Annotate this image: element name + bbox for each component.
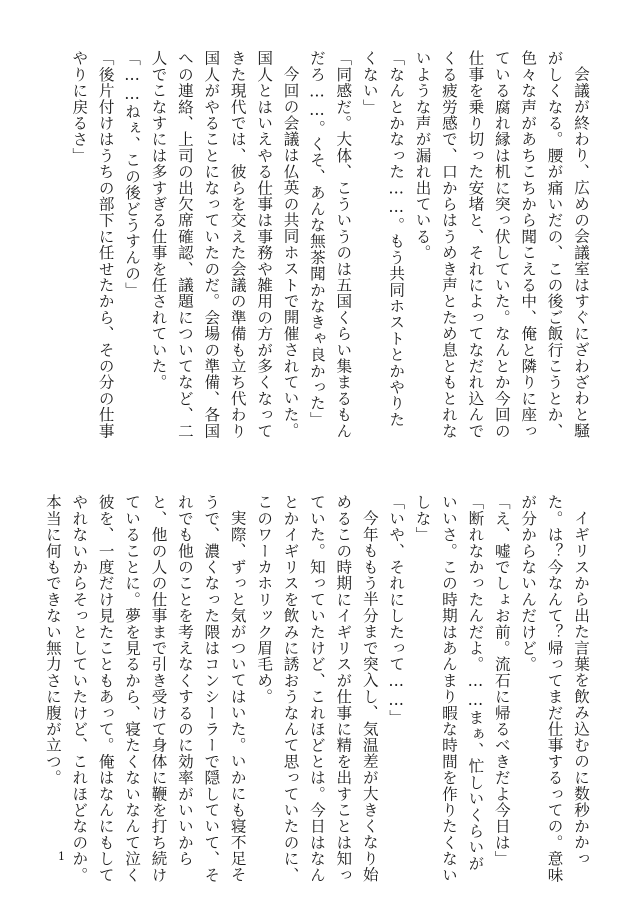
page-number: 1 — [58, 850, 65, 863]
narration-paragraph: 今回の会議は仏英の共同ホストで開催されていた。国人とはいえやる仕事は事務や雑用の方が多くなってきた現代では、彼らを交えた会議の準備も立ち代わり国人がやることになっていたのだ。会場の準備、各国への連絡、上司の出欠席確認、議題についてなど、二人でこなすには多すぎる仕事を任されていた。 — [149, 50, 300, 439]
dialogue-line: 「断れなかったんだよ。……まぁ、忙しいくらいがいいさ。この時期はあんまり暇な時間を作りたくないしな」 — [413, 494, 485, 883]
narration-paragraph: 会議が終わり、広めの会議室はすぐにざわざわと騒がしくなる。腰が痛いだの、この後ご飯行こうとか、色々な声があちこちから聞こえる中、俺と隣りに座っている腐れ縁は机に突っ伏していた。なんとか今回の仕事を乗り切った安堵と、それによってなだれ込んでくる疲労感で、口からはうめき声とため息ともとれないような声が漏れ出ている。 — [413, 50, 590, 439]
dialogue-line: 「後片付けはうちの部下に任せたから、その分の仕事やりに戻るさ」 — [70, 50, 115, 439]
narration-paragraph: イギリスから出た言葉を飲み込むのに数秒かかった。は？今なんて？帰ってまだ仕事するっての。意味が分からないんだけど。 — [519, 494, 590, 883]
upper-text-block — [34, 50, 594, 442]
dialogue-line: 「……ねぇ、この後どうすんの」 — [123, 50, 142, 298]
narration-paragraph: 今年ももう半分まで突入し、気温差が大きくなり始めるこの時期にイギリスが仕事に精を出すことは知っていた。知っていたけど、これほどとは。今日はなんとかイギリスを飲みに誘おうなんて思っていたのに、このワーカホリック眉毛め。 — [255, 494, 379, 883]
dialogue-line: 「え、嘘でしょお前。流石に帰るべきだよ今日は」 — [492, 494, 511, 867]
lower-text-block — [34, 494, 594, 886]
dialogue-line: 「いや、それにしたって……」 — [387, 494, 406, 726]
narration-paragraph: 実際、ずっと気がついてはいた。いかにも寝不足そうで、濃くなった隈はコンシーラーで隠していて、それでも他のことを考えなくするのに効率がいいからと、他の人の仕事まで引き受けて身体に鞭を打ち続けていることに。夢を見るから、寝たくないなんて泣く彼を、一度だけ見たこともあって。俺はなんにもしてやれないからそっとしていたけど、これほどなのか。本当に何もできない無力さに腹が立つ。 — [43, 494, 247, 883]
dialogue-line: 「なんとかなった……。もう共同ホストとかやりたくない」 — [360, 50, 406, 428]
dialogue-line: 「同感だ。大体、こういうのは五国くらい集まるもんだろ……。くそ、あんな無茶聞かなきゃ良かった」 — [307, 50, 353, 439]
